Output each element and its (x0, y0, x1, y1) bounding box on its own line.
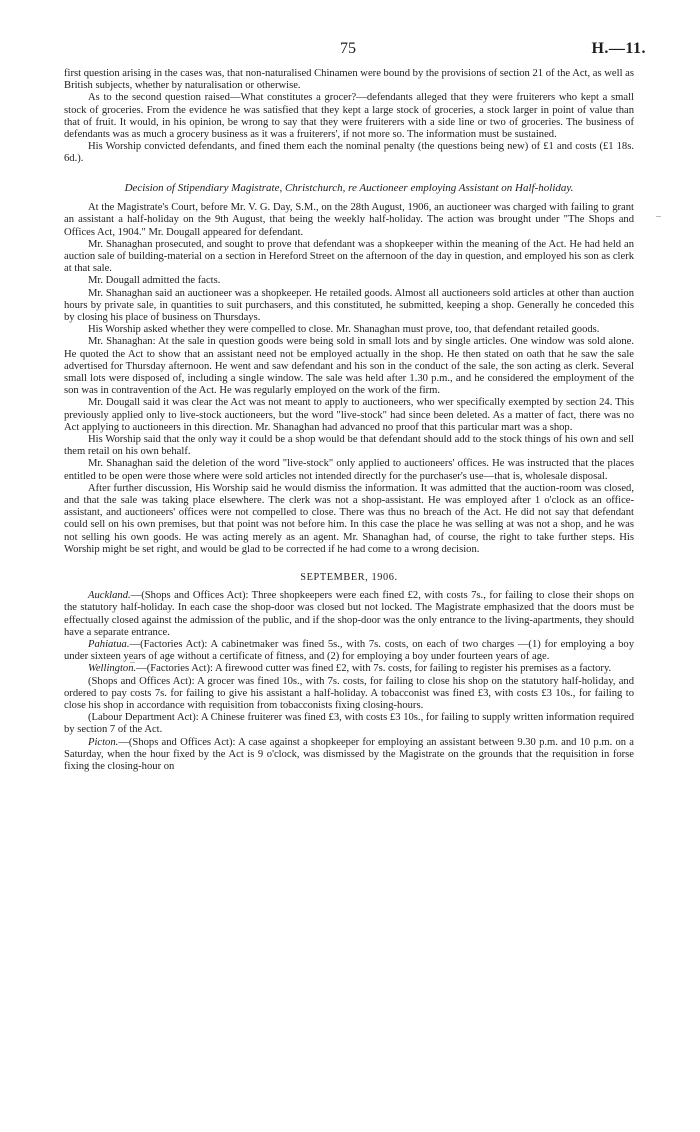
margin-mark (656, 216, 661, 217)
decision-section (64, 182, 634, 556)
paragraph: At the Magistrate's Court, before Mr. V. G. Day, S.M., on the 28th August, 1906, an auctioneer was charged with failing to grant an assistant a half-holiday on the 9th August, that being the weekly half-holiday. The action was brought under "The Shops and Offices Act, 1904." Mr. Dougall appeared for defendant. (64, 202, 634, 238)
place-name: Wellington. (88, 663, 137, 675)
place-name: Auckland. (88, 590, 131, 602)
september-section (64, 572, 634, 773)
case-text: —(Shops and Offices Act): A case against a shopkeeper for employing an assistant between 9.30 p.m. and 10 p.m. on a Saturday, when the hour fixed by the Act is 9 o'clock, was dismissed by the Magistrate on the grounds that the requisition in forse fixing the closing-hour on (64, 736, 634, 773)
paragraph: first question arising in the cases was, that non-naturalised Chinamen were bound by the provisions of section 21 of the Act, as well as British subjects, whether by naturalisation or otherwise. (64, 68, 634, 92)
case-entry (64, 639, 634, 663)
paragraph: His Worship asked whether they were compelled to close. Mr. Shanaghan must prove, too, that defendant retailed goods. (88, 324, 600, 336)
document-reference: H.—11. (591, 40, 646, 57)
case-text: —(Shops and Offices Act): Three shopkeepers were each fined £2, with costs 7s., for failing to close their shops on the statutory half-holiday. In each case the shop-door was closed but not locked. The Magistrate emphasized that the doors must be effectually closed against the admission of the public, and if the shop-door was the only entrance to the living-apartments, they should have a separate entrance. (64, 590, 634, 638)
paragraph: Mr. Shanaghan: At the sale in question goods were being sold in small lots and by single articles. One window was sold alone. He quoted the Act to show that an assistant need not be employed actually in the shop. He then stated on oath that he saw the sale advertised for Thursday afternoon. He went and saw defendant and his son in the conduct of the sale, the son acting as clerk. Several small lots were disposed of, including a single window. The sale was held after 1.30 p.m., and he considered the employment of the son was in contravention of the Act. He was regularly employed on the work of the firm. (64, 336, 634, 397)
case-entry (64, 676, 634, 713)
paragraph: Mr. Shanaghan said an auctioneer was a shopkeeper. He retailed goods. Almost all auctioneers sold articles at other than auction hours by private sale, in quantities to suit purchasers, and this constituted, he submitted, keeping a shop. Generally he conceded this by closing his place of business on Thursdays. (64, 287, 634, 323)
paragraph: Mr. Shanaghan said the deletion of the word "live-stock" only applied to auctioneers' offices. He was instructed that the places entitled to be open were those where were sold articles not intended directly for the purchaser's use—that is, wholesale disposal. (64, 458, 634, 482)
case-entry (64, 737, 634, 774)
month-heading: SEPTEMBER, 1906. (300, 572, 398, 584)
place-name: Picton. (88, 736, 119, 748)
case-text: (Labour Department Act): A Chinese fruiterer was fined £3, with costs £3 10s., for failing to supply written information required by section 7 of the Act. (64, 712, 634, 736)
paragraph: Mr. Dougall admitted the facts. (88, 275, 221, 287)
section-heading: Decision of Stipendiary Magistrate, Christchurch, re Auctioneer employing Assistant on Half-holiday. (124, 181, 574, 194)
case-text: (Shops and Offices Act): A grocer was fined 10s., with 7s. costs, for failing to close his shop on the statutory half-holiday, and ordered to pay costs 7s. for failing to give his assistant a half-holiday. A tobacconist was fined £3, with costs £3 10s., for failing to close his shop in accordance with requisition from tobacconists fixing closing-hours. (64, 675, 634, 712)
paragraph: His Worship said that the only way it could be a shop would be that defendant should add to the stock things of his own and sell them retail on his own behalf. (64, 433, 634, 458)
case-entry (64, 590, 634, 639)
paragraph: His Worship convicted defendants, and fined them each the nominal penalty (the questions being new) of £1 and costs (£1 18s. 6d.). (64, 141, 634, 165)
paragraph: As to the second question raised—What constitutes a grocer?—defendants alleged that they were fruiterers who kept a small stock of groceries. From the evidence he was satisfied that they kept a large stock of groceries, a stock larger in point of value than that of fruit. It would, in his opinion, be wrong to say that they were fruiterers with a side line or two of groceries. The business of defendants was as much a grocery business as it was a fruiterers', if not more so. The information must be sustained. (64, 92, 634, 141)
text-column (64, 68, 634, 773)
page-number: 75 (340, 40, 356, 57)
paragraph: Mr. Dougall said it was clear the Act was not meant to apply to auctioneers, who wer specifically exempted by section 24. This previously applied only to live-stock auctioneers, but the word "live-stock" had since been deleted. As a matter of fact, there was no Act applying to auctioneers in this direction. Mr. Shanaghan had advanced no proof that this particular mart was a shop. (64, 397, 634, 433)
continuation-section (64, 68, 634, 166)
paragraph: Mr. Shanaghan prosecuted, and sought to prove that defendant was a shopkeeper within the meaning of the Act. He had held an auction sale of building-material on a section in Hereford Street on the afternoon of the day in question, and employed his son as clerk at that sale. (64, 238, 634, 275)
paragraph: After further discussion, His Worship said he would dismiss the information. It was admitted that the auction-room was closed, and that the sale was taking place elsewhere. The clerk was not a shop-assistant. He was employed after 1 o'clock as an office-assistant, and auctioneers' offices were not compelled to close. There was thus no breach of the Act. He did not say that defendant could sell on his own premises, but that point was not before him. In this case the place he was selling at was not a shop, and he was not selling his own goods. He was acting merely as an agent. Mr. Shanaghan had, of course, the right to take further steps. His Worship might be set right, and would be glad to be corrected if he had come to a wrong decision. (64, 482, 634, 555)
page-header (0, 40, 700, 70)
case-text: —(Factories Act): A cabinetmaker was fined 5s., with 7s. costs, on each of two charges —(1) for employing a boy under sixteen years of age without a certificate of fitness, and (2) for employing a boy under fourteen years of age. (64, 639, 634, 663)
case-entry (64, 712, 634, 736)
case-text: —(Factories Act): A firewood cutter was fined £2, with 7s. costs, for failing to register his premises as a factory. (136, 663, 612, 675)
place-name: Pahiatua. (88, 639, 130, 651)
case-entry (64, 663, 634, 675)
